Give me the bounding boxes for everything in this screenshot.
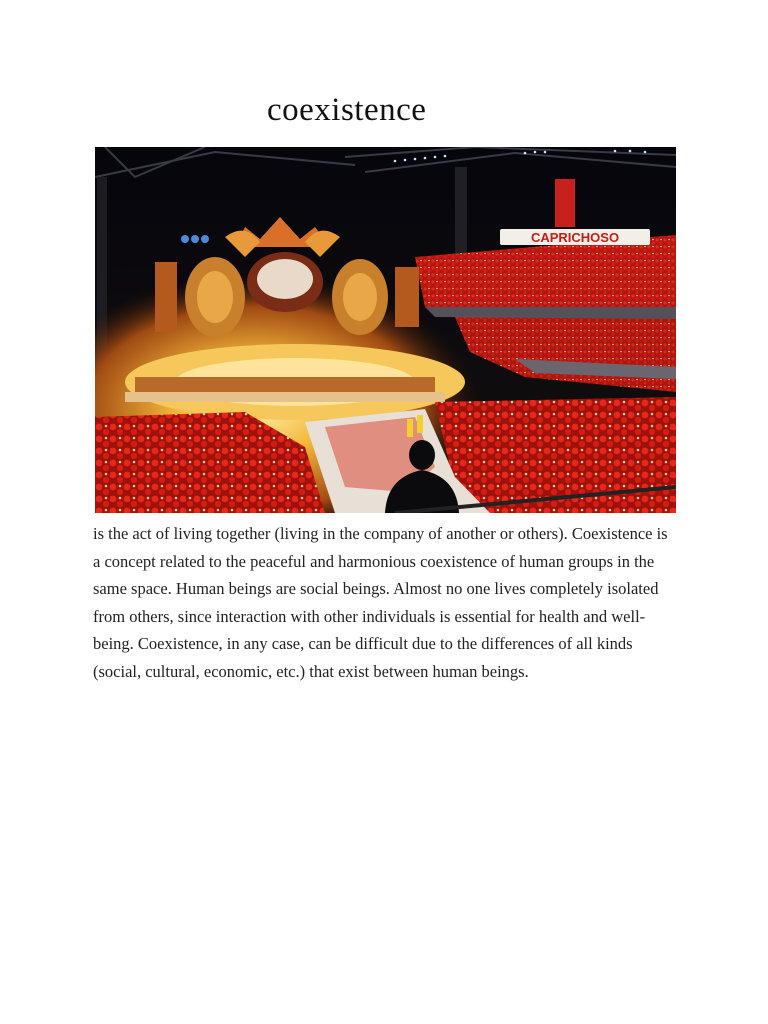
festival-arena-photo xyxy=(95,147,676,513)
body-paragraph: is the act of living together (living in the company of another or others). Coexistence is a concept related to the peaceful and harmonious coexistence of human groups in the same space. Human beings are social beings. Almost no one lives completely isolated from others, since interaction with other individuals is essential for health and well-being. Coexistence, in any case, can be difficult due to the differences of all kinds (social, cultural, economic, etc.) that exist between human beings. xyxy=(93,524,668,681)
sign-text: CAPRICHOSO xyxy=(530,230,620,245)
sign-banner xyxy=(555,179,575,227)
page-title: coexistence xyxy=(267,92,427,128)
